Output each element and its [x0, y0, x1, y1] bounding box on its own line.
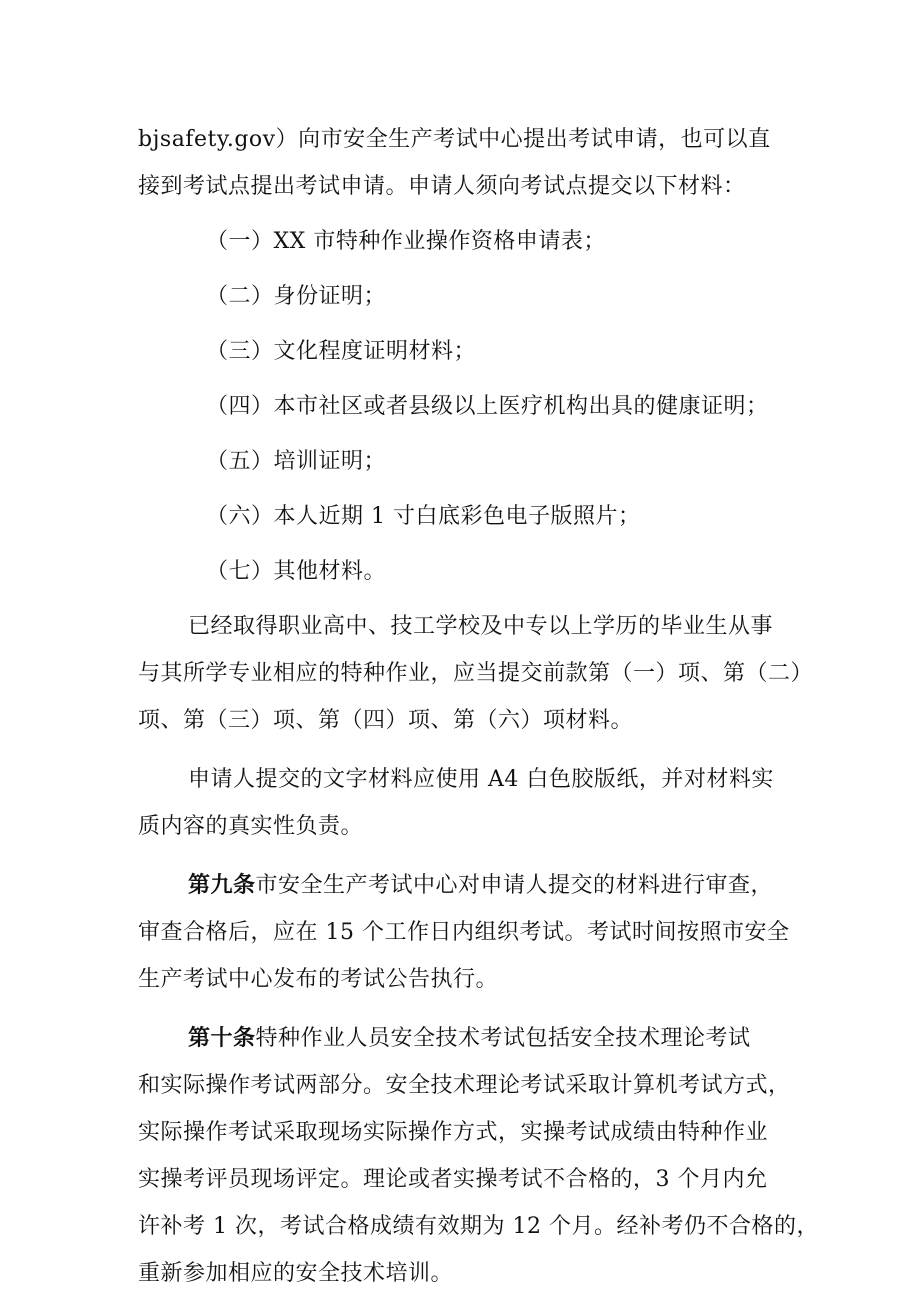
list-item: [138, 383, 790, 430]
paper-line-2: 质内容的真实性负责。: [138, 814, 364, 839]
graduate-paragraph: [138, 603, 814, 744]
article-10-line-4: 实操考评员现场评定。理论或者实操考试不合格的，3 个月内允: [138, 1167, 768, 1192]
list-item: [138, 218, 790, 265]
material-2: （二）身份证明；: [206, 284, 387, 309]
material-4: （四）本市社区或者县级以上医疗机构出具的健康证明；: [206, 394, 769, 419]
material-5: （五）培训证明；: [206, 449, 387, 474]
article-10-first-line: [138, 1015, 790, 1062]
article-10-first-text: 特种作业人员安全技术考试包括安全技术理论考试: [255, 1026, 751, 1051]
graduate-line-2: 与其所学专业相应的特种作业，应当提交前款第（一）项、第（二）: [138, 661, 814, 686]
article-10-line-3: 实际操作考试采取现场实际操作方式，实操考试成绩由特种作业: [138, 1120, 769, 1145]
list-item: [138, 548, 790, 595]
list-item: [138, 273, 790, 320]
material-7: （七）其他材料。: [206, 559, 387, 584]
list-item: [138, 328, 790, 375]
intro-paragraph: [138, 116, 790, 210]
paper-line-1: 申请人提交的文字材料应使用 A4 白色胶版纸，并对材料实: [188, 767, 774, 792]
article-9-line-2: 审查合格后，应在 15 个工作日内组织考试。考试时间按照市安全: [138, 920, 790, 945]
article-10-heading: 第十条: [188, 1025, 256, 1051]
graduate-line-3: 项、第（三）项、第（四）项、第（六）项材料。: [138, 708, 634, 733]
article-10-line-2: 和实际操作考试两部分。安全技术理论考试采取计算机考试方式，: [138, 1073, 791, 1098]
article-10-line-6: 重新参加相应的安全技术培训。: [138, 1261, 454, 1286]
article-10: [138, 1015, 819, 1297]
document-body: [138, 116, 819, 1309]
article-9-heading: 第九条: [188, 872, 256, 898]
paper-paragraph: [138, 756, 790, 850]
article-9-line-3: 生产考试中心发布的考试公告执行。: [138, 967, 499, 992]
article-9-first-text: 市安全生产考试中心对申请人提交的材料进行审查，: [255, 873, 774, 898]
list-item: [138, 438, 790, 485]
intro-line-2: 接到考试点提出考试申请。申请人须向考试点提交以下材料：: [138, 174, 746, 199]
graduate-line-1: 已经取得职业高中、技工学校及中专以上学历的毕业生从事: [188, 614, 774, 639]
material-1: （一）XX 市特种作业操作资格申请表；: [206, 229, 606, 254]
article-9-first-line: [138, 862, 790, 909]
article-9: [138, 862, 790, 1003]
list-item: [138, 493, 790, 540]
material-6: （六）本人近期 1 寸白底彩色电子版照片；: [206, 504, 641, 529]
article-10-line-5: 许补考 1 次，考试合格成绩有效期为 12 个月。经补考仍不合格的，: [138, 1214, 819, 1239]
material-3: （三）文化程度证明材料；: [206, 339, 477, 364]
intro-line-1: bjsafety.gov）向市安全生产考试中心提出考试申请，也可以直: [138, 127, 771, 152]
